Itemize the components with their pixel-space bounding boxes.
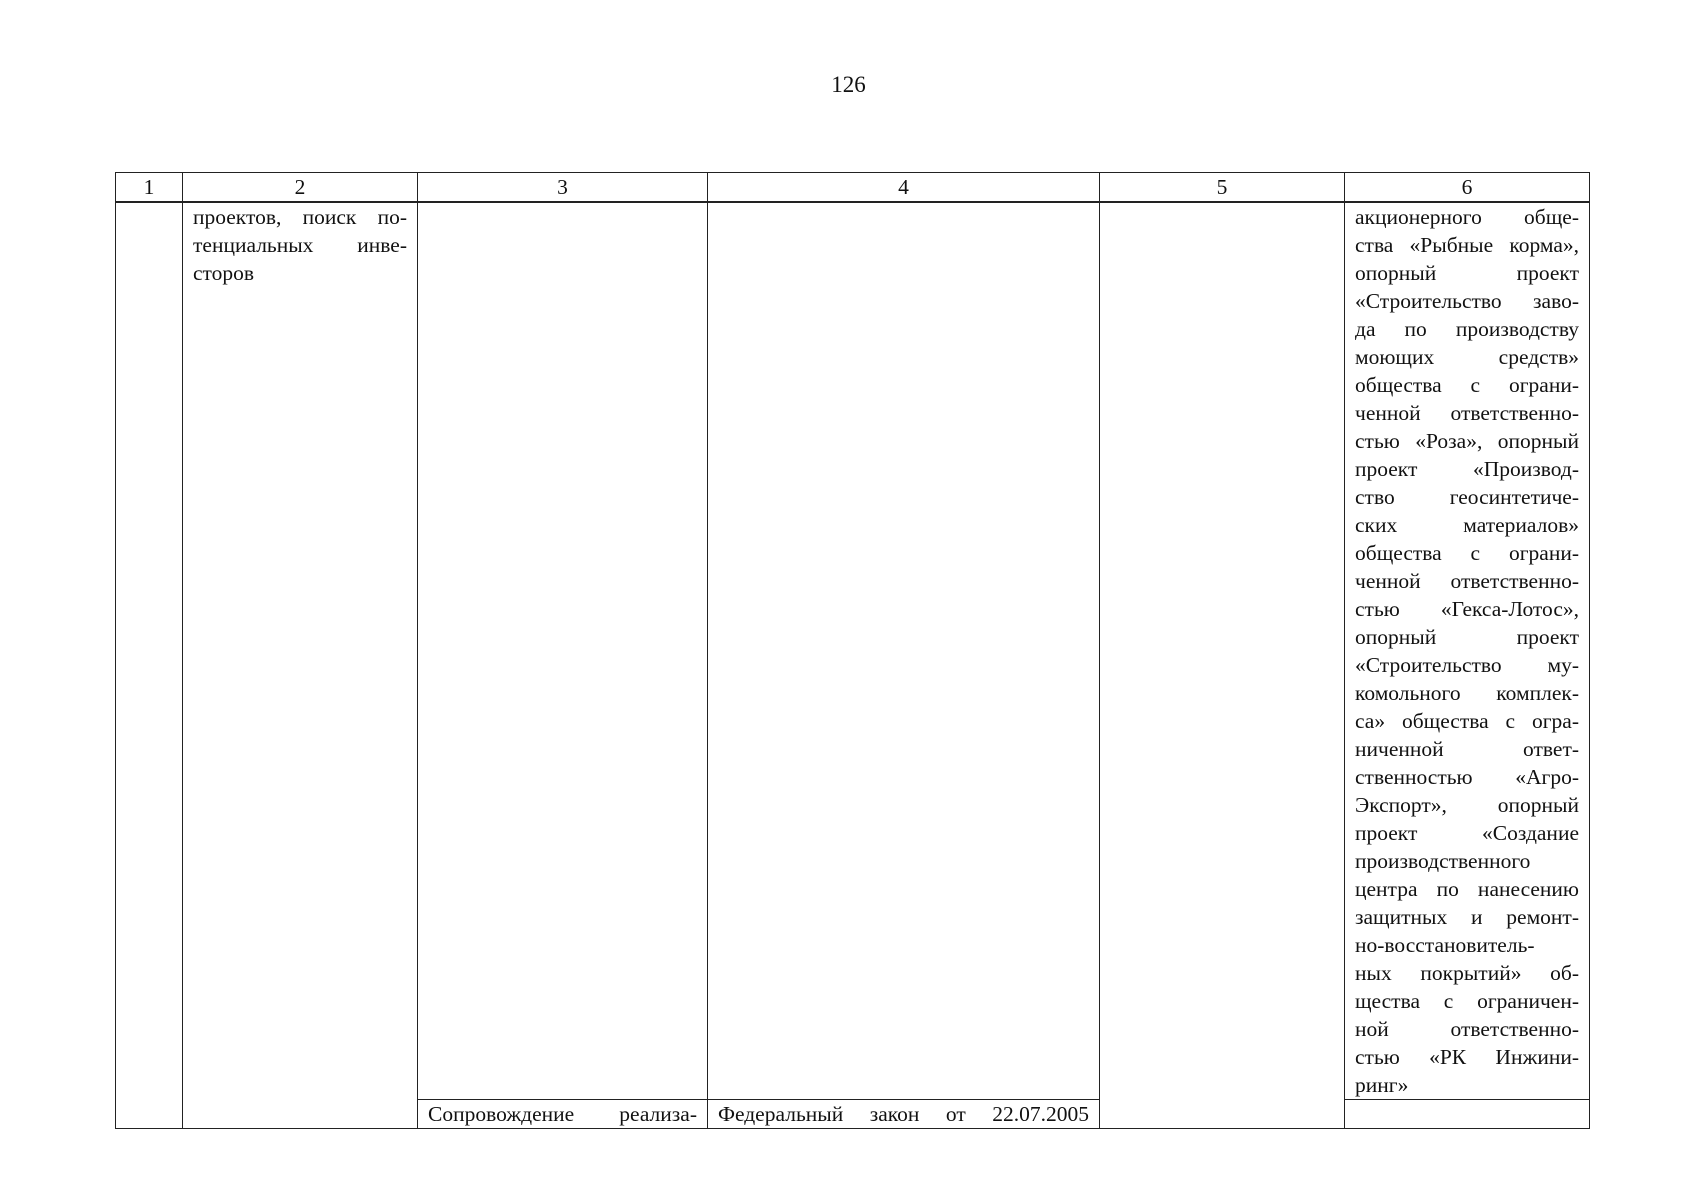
cell-col4-bottom: [708, 1100, 1100, 1129]
cell-col2: [183, 202, 418, 1129]
col6-line: проект «Производ-: [1355, 457, 1579, 481]
header-cell-2: 2: [183, 173, 418, 203]
page-number: 126: [831, 72, 866, 97]
table-row: [116, 202, 1590, 1100]
col6-line: ченной ответственно-: [1355, 401, 1579, 425]
col6-line: но-восстановитель-: [1355, 933, 1535, 957]
col2-line: сторов: [193, 261, 255, 285]
col6-line: общества с ограни-: [1355, 373, 1579, 397]
header-cell-3: 3: [418, 173, 708, 203]
col3-bottom-text: Сопровождение реализа-: [428, 1102, 697, 1126]
col6-line: защитных и ремонт-: [1355, 905, 1579, 929]
col6-line: ственностью «Агро-: [1355, 765, 1579, 789]
cell-col5: [1100, 202, 1345, 1129]
col6-line: общества с ограни-: [1355, 541, 1579, 565]
col6-line: стью «Гекса-Лотос»,: [1355, 597, 1579, 621]
col6-line: ства «Рыбные корма»,: [1355, 233, 1579, 257]
col6-line: ство геосинтетиче-: [1355, 485, 1579, 509]
col4-bottom-text: Федеральный закон от 22.07.2005: [718, 1102, 1089, 1126]
col6-line: «Строительство заво-: [1355, 289, 1579, 313]
col6-line: ринг»: [1355, 1073, 1409, 1097]
col6-line: производственного: [1355, 849, 1531, 873]
col6-line: опорный проект: [1355, 625, 1579, 649]
cell-col6-bottom: [1345, 1100, 1590, 1129]
col6-line: стью «РК Инжини-: [1355, 1045, 1579, 1069]
col6-line: са» общества с огра-: [1355, 709, 1579, 733]
cell-col3: [418, 202, 708, 1100]
col6-line: комольного комплек-: [1355, 681, 1579, 705]
header-cell-1: 1: [116, 173, 183, 203]
col6-line: акционерного обще-: [1355, 205, 1579, 229]
col6-line: ских материалов»: [1355, 513, 1579, 537]
table-header-row: [116, 173, 1590, 203]
col6-line: Экспорт», опорный: [1355, 793, 1579, 817]
header-cell-5: 5: [1100, 173, 1345, 203]
col2-line: тенциальных инве-: [193, 233, 407, 257]
col6-line: моющих средств»: [1355, 345, 1579, 369]
col6-line: ной ответственно-: [1355, 1017, 1579, 1041]
col6-line: ных покрытий» об-: [1355, 961, 1579, 985]
document-table: [115, 172, 1590, 1129]
col6-line: стью «Роза», опорный: [1355, 429, 1579, 453]
col6-line: «Строительство му-: [1355, 653, 1579, 677]
col6-line: ниченной ответ-: [1355, 737, 1579, 761]
cell-col4: [708, 202, 1100, 1100]
col6-line: щества с ограничен-: [1355, 989, 1579, 1013]
col6-line: опорный проект: [1355, 261, 1579, 285]
cell-col3-bottom: [418, 1100, 708, 1129]
col6-line: центра по нанесению: [1355, 877, 1579, 901]
col6-line: проект «Создание: [1355, 821, 1579, 845]
col6-line: ченной ответственно-: [1355, 569, 1579, 593]
cell-col1: [116, 202, 183, 1129]
cell-col6: [1345, 202, 1590, 1100]
col6-line: да по производству: [1355, 317, 1579, 341]
header-cell-4: 4: [708, 173, 1100, 203]
col2-line: проектов, поиск по-: [193, 205, 407, 229]
header-cell-6: 6: [1345, 173, 1590, 203]
